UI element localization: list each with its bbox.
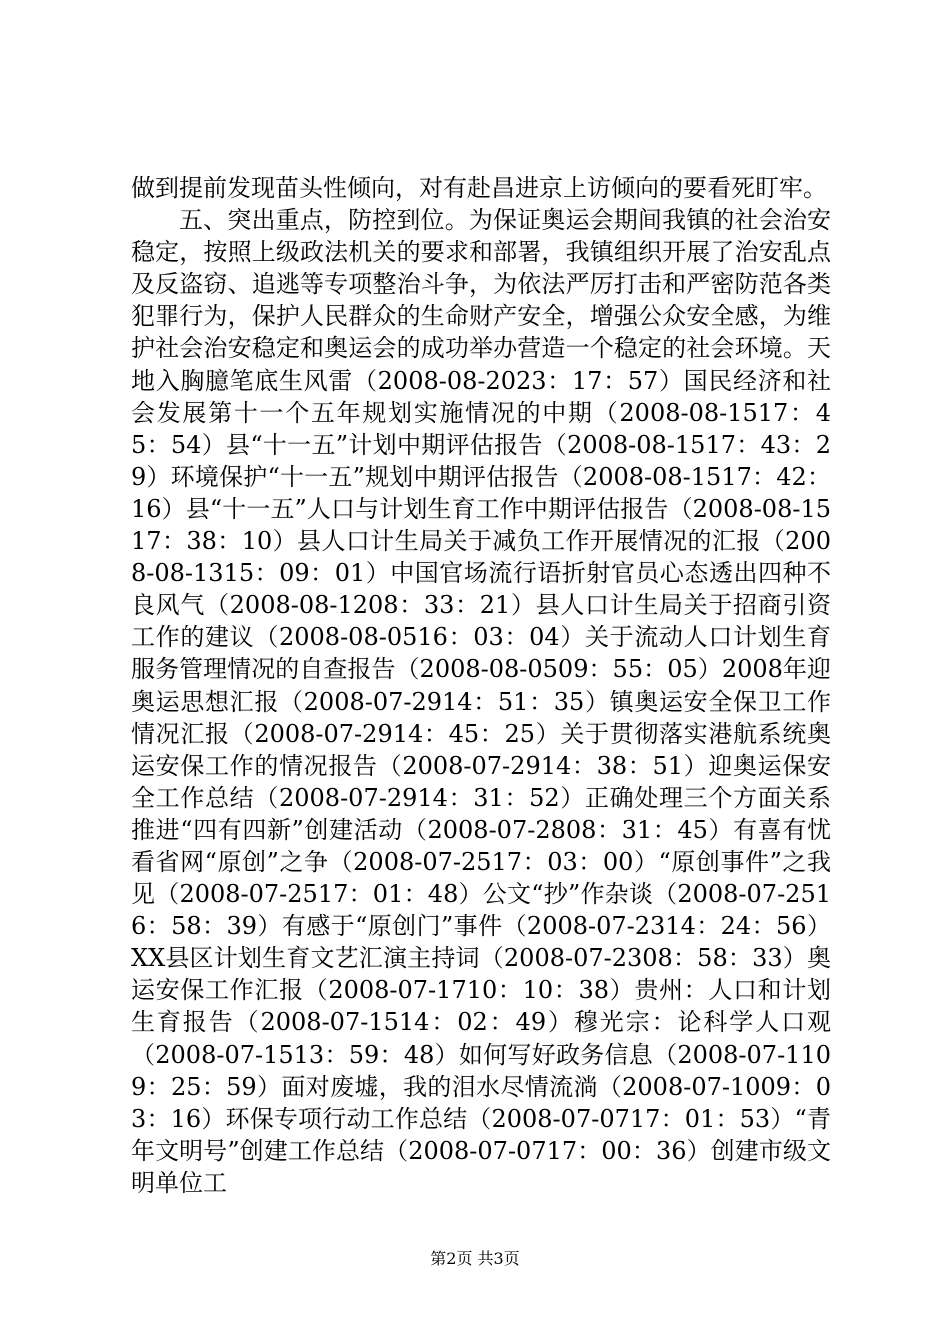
paragraph-continuation: 做到提前发现苗头性倾向，对有赴昌进京上访倾向的要看死盯牢。 (131, 174, 827, 202)
paragraph-section-five: 五、突出重点，防控到位。为保证奥运会期间我镇的社会治安稳定，按照上级政法机关的要求和部署，我镇组织开展了治安乱点及反盗窃、追逃等专项整治斗争，为依法严厉打击和严密防范各类犯罪行为，保护人民群众的生命财产安全，增强公众安全感，为维护社会治安稳定和奥运会的成功举办营造一个稳定的社会环境。天地入胸臆笔底生风雷（2008-08-2023：17：57）国民经济和社会发展第十一个五年规划实施情况的中期（2008-08-1517：45：54）县“十一五”计划中期评估报告（2008-08-1517：43：29）环境保护“十一五”规划中期评估报告（2008-08-1517：42：16）县“十一五”人口与计划生育工作中期评估报告（2008-08-1517：38：10）县人口计生局关于减负工作开展情况的汇报（2008-08-1315：09：01）中国官场流行语折射官员心态透出四种不良风气（2008-08-1208：33：21）县人口计生局关于招商引资工作的建议（2008-08-0516：03：04）关于流动人口计划生育服务管理情况的自查报告（2008-08-0509：55：05）2008年迎奥运思想汇报（2008-07-2914：51：35）镇奥运安全保卫工作情况汇报（2008-07-2914：45：25）关于贯彻落实港航系统奥运安保工作的情况报告（2008-07-2914：38：51）迎奥运保安全工作总结（2008-07-2914：31：52）正确处理三个方面关系推进“四有四新”创建活动（2008-07-2808：31：45）有喜有忧看省网“原创”之争（2008-07-2517：03：00）“原创事件”之我见（2008-07-2517：01：48）公文“抄”作杂谈（2008-07-2516：58：39）有感于“原创门”事件（2008-07-2314：24：56）XX县区计划生育文艺汇演主持词（2008-07-2308：58：33）奥运安保工作汇报（2008-07-1710：10：38）贵州：人口和计划生育报告（2008-07-1514：02：49）穆光宗：论科学人口观（2008-07-1513：59：48）如何写好政务信息（2008-07-1109：25：59）面对废墟，我的泪水尽情流淌（2008-07-1009：03：16）环保专项行动工作总结（2008-07-0717：01：53）“青年文明号”创建工作总结（2008-07-0717：00：36）创建市级文明单位工 (131, 206, 831, 1197)
document-body (131, 172, 831, 1199)
page-footer: 第2页 共3页 (430, 1249, 520, 1268)
